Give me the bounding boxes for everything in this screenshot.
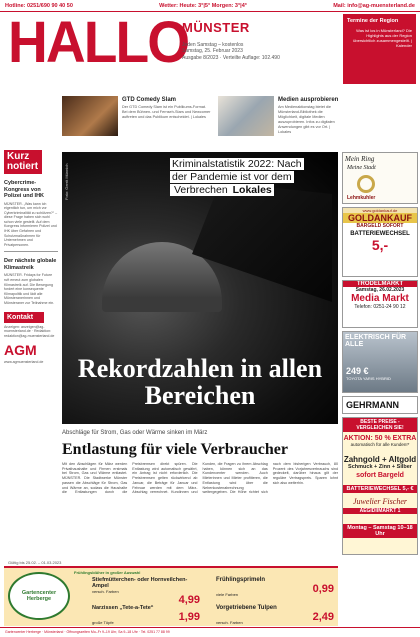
photo-credit: Foto: Gerrit Münnich: [64, 163, 69, 200]
left-column: [4, 150, 58, 365]
issue-line: Samstag, 25. Februar 2023: [182, 48, 243, 55]
product-offer: [216, 605, 334, 629]
sofort-text: sofort Bargeld: [356, 472, 404, 479]
garden-logo: [8, 572, 70, 620]
kicker-tag: Lokales: [232, 184, 272, 196]
medien-image: [218, 96, 274, 136]
vergleich-title: BESTE PREISE - VERGLEICHEN SIE!: [343, 418, 417, 432]
ring-icon: [357, 175, 375, 193]
issue-line: Jeden Samstag – kostenlos: [182, 42, 244, 48]
teaser-comedy[interactable]: [62, 96, 212, 146]
offer-date: Gültig bis 25.02. – 01.03.2023: [8, 560, 62, 565]
kicker-line: der Pandemie ist vor dem: [172, 171, 292, 183]
kontakt-text: Anzeigen: anzeigen@ag-muensterland.de · Redaktion: redaktion@ag-muensterland.de: [4, 324, 55, 338]
aktion-title: AKTION: 50 % EXTRA: [343, 435, 417, 442]
ad-media-markt[interactable]: [342, 280, 418, 328]
teaser-medien[interactable]: [218, 96, 368, 146]
gehrmann-name: GEHRMANN: [346, 400, 399, 410]
mail-link[interactable]: Mail: info@ag-muensterland.de: [333, 2, 415, 9]
product-offer: [92, 605, 200, 629]
news-headline[interactable]: Cybercrime-Kongress von Polizei und IHK: [4, 180, 45, 199]
termine-text: Was ist los in Münsterland? Die Highlights aus der Region übersichtlich zusammengestellt. | Kalender: [353, 28, 412, 48]
ad-ring[interactable]: [342, 152, 418, 204]
product-offer: [92, 577, 200, 606]
teaser-title: Medien ausprobieren: [278, 97, 339, 103]
kurz-notiert-label: Kurz notiert: [4, 150, 42, 174]
garden-tagline: Frühlingsblüher in großer Auswahl: [74, 570, 141, 575]
juwelier-name: Juwelier Fischer: [353, 497, 407, 506]
divider: [4, 251, 58, 252]
web-link[interactable]: www.agmuensterland.de: [4, 360, 44, 365]
gartencenter-ad[interactable]: [4, 560, 338, 626]
product-note: versch. Farben: [216, 620, 243, 625]
media-date: Samstag, 26.02.2023: [355, 287, 405, 293]
lead-headline[interactable]: Rekordzahlen in allen Bereichen: [77, 354, 323, 410]
aktion-sub: automatisch für alle Kunden!*: [350, 442, 410, 447]
kicker-line: Verbrechen: [174, 184, 228, 196]
product-name: Frühlingsprimeln: [216, 577, 266, 583]
ad-url: www.goldankauf.de: [343, 208, 417, 213]
lead-kicker[interactable]: [170, 158, 336, 197]
news-headline[interactable]: Der nächste globale Klimastreik: [4, 258, 57, 271]
zahngold-sub: Schmuck + Zinn + Silber: [348, 464, 412, 470]
ad-brand: Lehmkuhler: [347, 195, 376, 201]
product-name: Vorgetriebene Tulpen: [216, 605, 277, 611]
elektro-title: ELEKTRISCH FÜR ALLE: [345, 334, 407, 348]
comedy-image: [62, 96, 118, 136]
issue-line: Ausgabe 8/2023 · Verteilte Auflage: 102.490: [182, 54, 280, 61]
opening-hours: Montag – Samstag 10–18 Uhr: [343, 524, 417, 538]
ad-elektro[interactable]: [342, 331, 418, 393]
garden-brand: Gartencenter Herberge: [21, 590, 57, 602]
ad-subtitle: Meine Stadt: [347, 165, 376, 171]
elektro-price: 249 €: [346, 366, 369, 376]
hotline-text: Hotline: 0251/690 90 40 50: [5, 2, 73, 9]
hallo-logo: HALLO: [8, 10, 189, 75]
article-title[interactable]: Entlastung für viele Verbraucher: [62, 441, 288, 458]
teaser-title: GTD Comedy Slam: [122, 97, 177, 103]
footer-bar: Gartencenter Herberge · Münsterland · Öffnungszeiten Mo–Fr 9–19 Uhr, Sa 9–18 Uhr · Tel. 0251 77 88 99: [0, 627, 420, 637]
ad-vergleich[interactable]: [342, 417, 418, 555]
product-note: versch. Farben: [92, 589, 119, 594]
article-body: Mit den Abschlägen für März werden Privathaushalte und Firmen erstmals bei Strom, Gas und Wärme entlastet. MÜNSTER. Die Stadtwerke Münster passen die Abschläge für Strom, Gas und Wärme an, sodass die Haushalte die Entlastungen durch die Preisbremsen direkt spüren. Die Entlastung wird automatisch gewährt, ein Antrag ist nicht erforderlich. Die Preisbremsen gelten rückwirkend ab Januar, die Beträge für Januar und Februar werden mit dem März-Abschlag verrechnet. Kundinnen und Kunden, die Fragen zu ihrem Abschlag haben, können sich an das Kundencenter wenden. Auch Mieterinnen und Mieter profitieren, die Entlastung wird über die Nebenkostenabrechnung weitergegeben. Die Höhe richtet sich nach dem bisherigen Verbrauch, 80 Prozent des Vorjahresverbrauchs sind gedeckelt, darüber hinaus gilt der reguläre Vertragspreis. Sparen lohnt sich also weiterhin.: [62, 462, 338, 495]
issue-info: [182, 42, 280, 61]
teaser-text: Der GTD Comedy Slam ist ein Publikums-Format. Bei dem Bühnen- und Fernseh-Stars und Newcomer auftreten und das Publikum entscheidet. | Lokales: [122, 105, 211, 119]
battery-price: 5,-: [371, 237, 389, 253]
product-name: Stiefmütterchen- oder Hornveilchen-Ampel: [92, 577, 188, 589]
gold-title: GOLDANKAUF: [343, 213, 417, 223]
agm-logo: AGM: [4, 342, 37, 359]
zahngold-title: Zahngold + Altgold: [343, 455, 417, 464]
product-name: Narzissen „Tete-a-Tete“: [92, 605, 154, 611]
product-price: 4,99: [178, 594, 200, 606]
product-note: große Töpfe: [92, 620, 114, 625]
termine-box[interactable]: [343, 14, 416, 84]
teaser-text: Am Medienaktionstag bietet die Münsterland-Bibliothek die Möglichkeit, digitale Medien auszuprobieren. Infos zu digitalen Anwendungen gibt es vor Ort. | Lokales: [278, 105, 335, 134]
ad-goldankauf[interactable]: [342, 207, 418, 277]
news-text: MÜNSTER. „Was kann ich eigentlich tun, um mich vor Cyberkriminalität zu schützen?“ – diese Frage haben sich wohl schon viele gestellt. Auf dem Kongress informieren Polizei und IHK über Gefahren und Schutzmaßnahmen für Unternehmen und Privatpersonen.: [4, 201, 58, 247]
media-title: TRÖDELMARKT: [343, 281, 417, 287]
ad-title: Mein Ring: [345, 155, 375, 163]
toyota-label: TOYOTA YARIS HYBRID: [346, 376, 391, 381]
media-name: Media Markt: [351, 293, 409, 304]
product-price: 1,99: [178, 611, 200, 623]
product-offer: [216, 577, 334, 601]
city-name: MÜNSTER: [182, 20, 250, 35]
gold-subtitle: BARGELD SOFORT: [343, 223, 417, 229]
ad-gehrmann[interactable]: [342, 396, 418, 414]
battery-label: BATTERIEWECHSEL: [350, 231, 410, 237]
weather-text: Wetter: Heute: 3°|5° Morgen: 3°|4°: [159, 2, 247, 9]
kontakt-label: Kontakt: [4, 312, 44, 323]
battery2-label: BATTERIEWECHSEL 5,- €: [343, 485, 417, 493]
product-note: viele Farben: [216, 592, 239, 597]
product-price: 2,49: [312, 611, 334, 623]
news-text: MÜNSTER. Fridays for Future ruft erneut zum globalen Klimastreik auf. Die Bewegung fordert eine konsequente Klimapolitik und lädt alle Münsteranerinnen und Münsteraner zur Teilnahme ein.: [4, 273, 55, 305]
article-subtitle: Abschläge für Strom, Gas oder Wärme sinken im März: [62, 430, 208, 436]
product-price: 0,99: [312, 583, 334, 595]
kicker-line: Kriminalstatistik 2022: Nach: [172, 158, 302, 170]
termine-title: Termine der Region: [347, 18, 399, 24]
juwelier-address: AEGIDIIMARKT 1: [343, 508, 417, 514]
media-tel: Telefon: 0251-24 90 12: [354, 304, 406, 310]
right-column: [342, 152, 418, 558]
